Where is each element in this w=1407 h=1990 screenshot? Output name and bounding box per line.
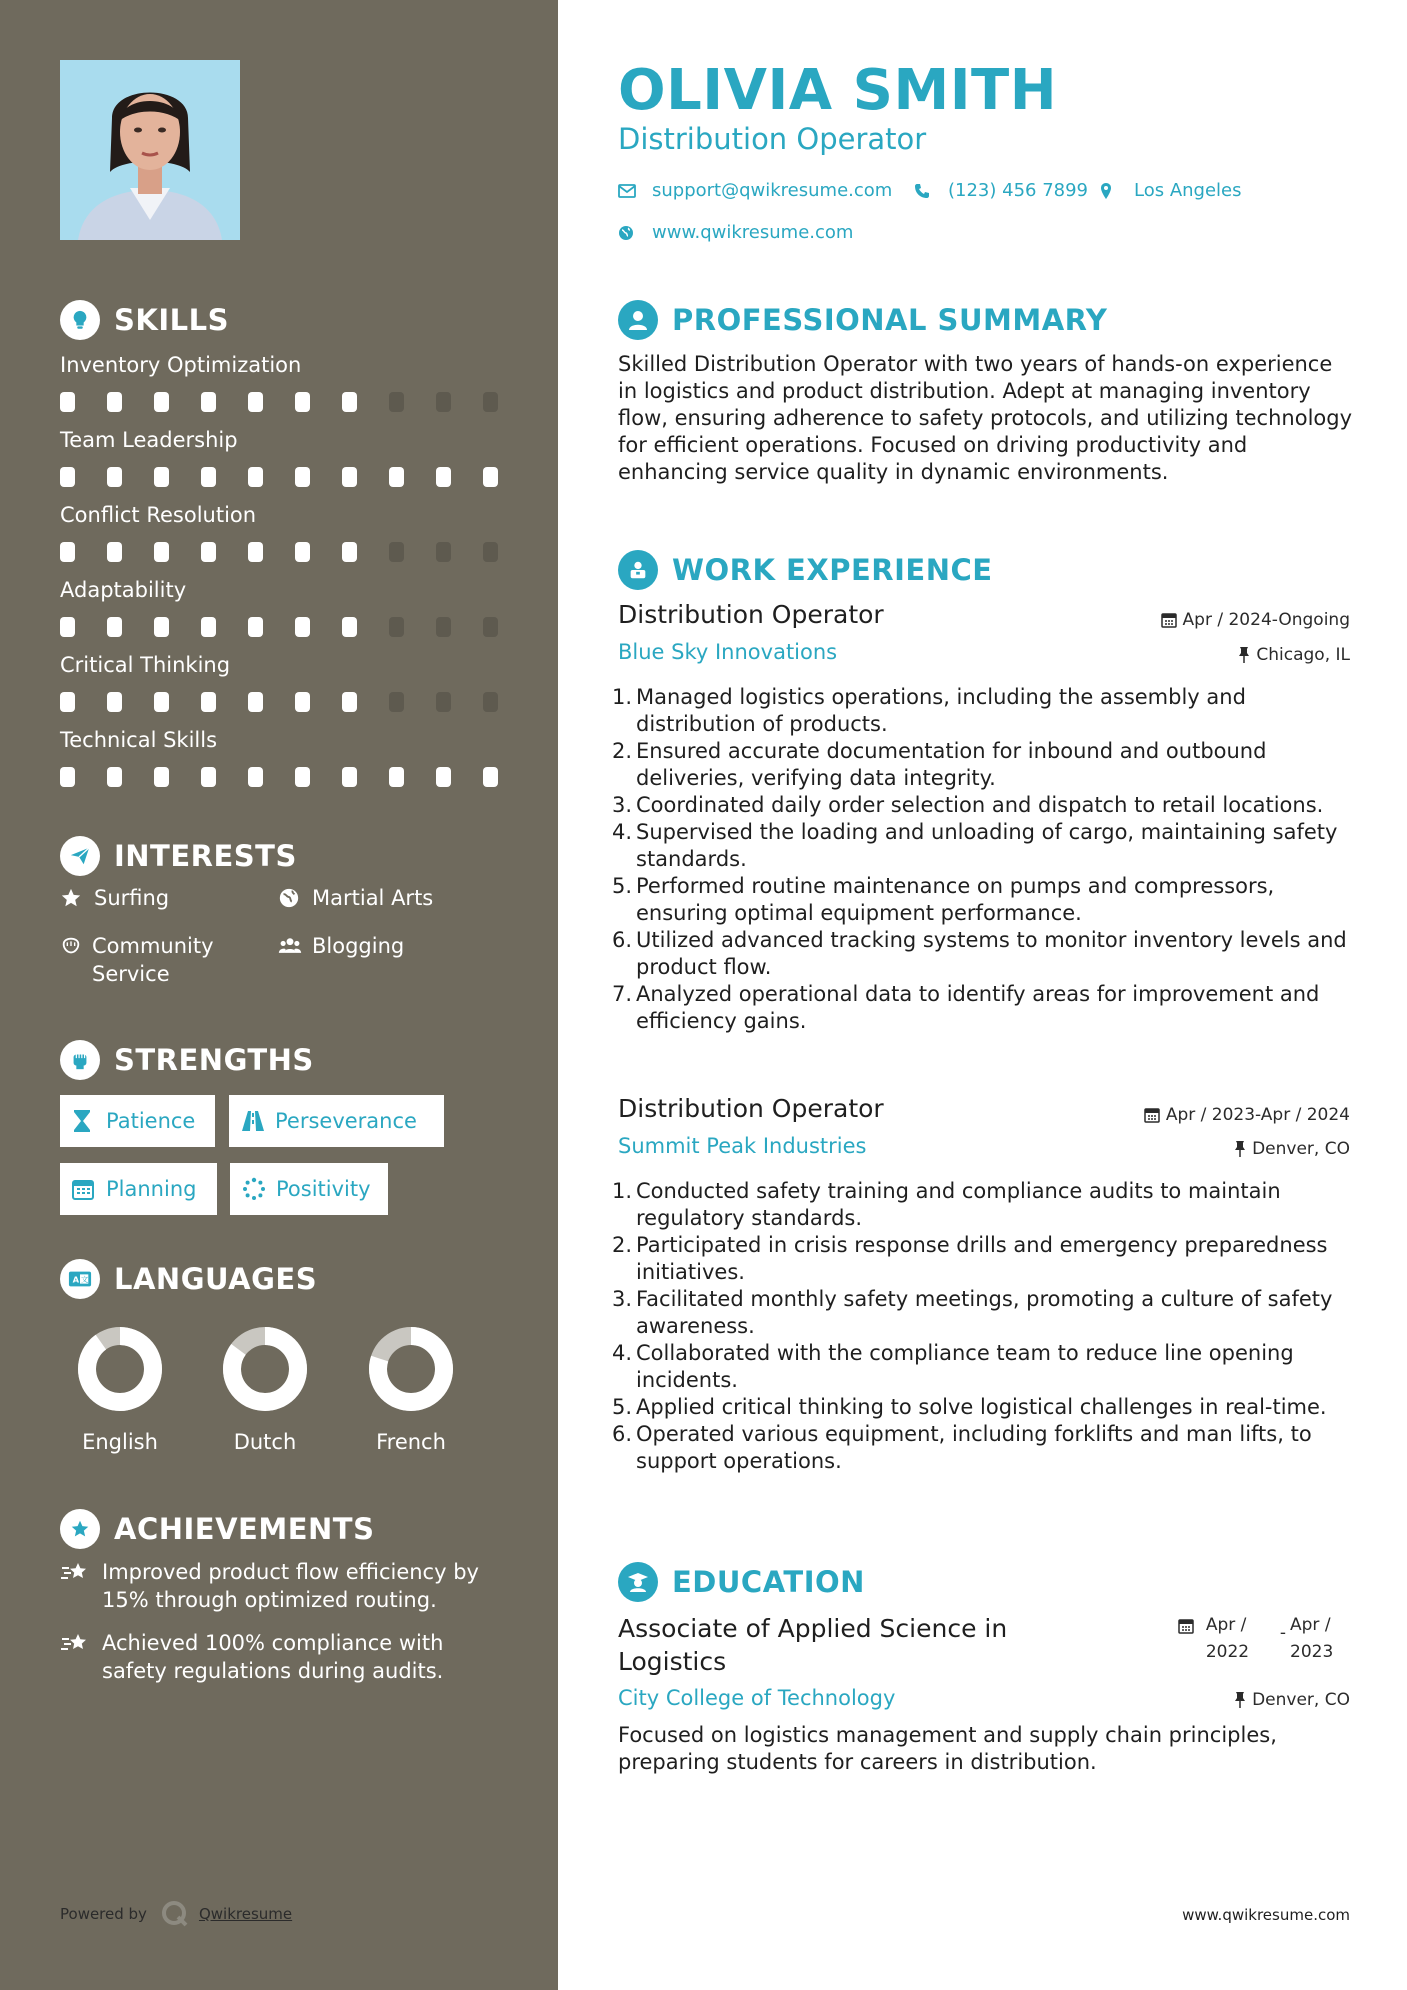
graduate-icon [618,1562,658,1602]
pushpin-icon [1234,1140,1246,1158]
hand-icon [60,932,82,960]
skill-rating [60,392,498,412]
pushpin-icon [1238,646,1250,664]
skill-dot-filled [60,392,75,412]
skill-item [60,425,500,487]
skill-dot-empty [436,692,451,712]
spinner-icon [242,1175,268,1203]
candidate-name: OLIVIA SMITH [618,58,1058,123]
job-bullet: 4. Collaborated with the compliance team to reduce line opening incidents. [612,1341,1294,1392]
profile-photo [60,60,240,240]
skill-dot-filled [154,392,169,412]
skill-dot-filled [107,467,122,487]
skill-item [60,350,500,412]
skill-dot-filled [342,617,357,637]
skill-dot-empty [389,392,404,412]
job-bullets [612,684,1372,1035]
skill-name: Inventory Optimization [60,353,302,377]
skill-item [60,650,500,712]
job-bullet: 5. Performed routine maintenance on pumps and compressors, ensuring optimal equipment performance. [612,874,1275,925]
skill-dot-filled [154,542,169,562]
sidebar [0,0,558,1990]
phone-icon [914,181,934,201]
skill-dot-filled [201,767,216,787]
skill-dot-filled [107,767,122,787]
skill-dot-filled [248,392,263,412]
skill-dot-filled [295,542,310,562]
skill-dot-filled [201,542,216,562]
skill-rating [60,467,498,487]
skill-dot-filled [60,617,75,637]
skill-dot-filled [295,392,310,412]
skill-dot-filled [248,767,263,787]
job-bullet: 1. Managed logistics operations, including the assembly and distribution of products. [612,685,1246,736]
skill-dot-empty [436,392,451,412]
interest-item: Community Service [60,932,260,988]
skill-dot-filled [154,617,169,637]
skill-dot-filled [483,467,498,487]
globe-icon [618,223,638,243]
skill-dot-empty [483,692,498,712]
qwikresume-logo-icon [161,1900,189,1928]
strength-chip: Planning [60,1163,217,1215]
skill-dot-empty [483,617,498,637]
shooting-star-icon [60,1558,90,1614]
lightbulb-icon [60,300,100,340]
education-location: Denver, CO [1234,1690,1350,1710]
education-school: City College of Technology [618,1686,896,1710]
strength-chip: Patience [60,1095,215,1147]
skill-dot-filled [342,692,357,712]
skill-item [60,500,500,562]
skill-dot-filled [107,692,122,712]
skill-dot-empty [389,617,404,637]
skill-item [60,575,500,637]
svg-text:A: A [72,1274,80,1285]
skill-dot-filled [295,692,310,712]
skill-name: Technical Skills [60,728,218,752]
job-bullets [612,1178,1372,1475]
skill-dot-filled [60,767,75,787]
achievement-item: Achieved 100% compliance with safety regulations during audits. [60,1629,500,1685]
skill-dot-empty [436,617,451,637]
calendar-icon [1161,612,1177,628]
contact-phone[interactable]: (123) 456 7899 [914,180,1088,201]
summary-text: Skilled Distribution Operator with two years of hands-on experience in logistics and product distribution. Adept at managing inventory flow, ensuring adherence to safety protocols, and utilizing technology for efficient operations. Focused on driving productivity and enhancing service quality in dynamic environments. [618,352,1353,484]
job-title: Distribution Operator [618,1094,884,1123]
skill-item [60,725,500,787]
skill-dot-filled [107,392,122,412]
skill-dot-empty [436,542,451,562]
job-bullet: 3. Coordinated daily order selection and dispatch to retail locations. [612,793,1324,817]
skill-dot-filled [342,392,357,412]
briefcase-user-icon [618,550,658,590]
skill-dot-filled [107,542,122,562]
education-degree: Associate of Applied Science in Logistics [618,1614,1008,1676]
skill-dot-filled [342,767,357,787]
skill-rating [60,767,498,787]
skill-dot-filled [295,617,310,637]
skill-dot-filled [201,617,216,637]
skill-dot-filled [248,692,263,712]
skill-rating [60,692,498,712]
skill-dot-filled [201,392,216,412]
skill-rating [60,617,498,637]
skill-dot-filled [154,467,169,487]
calendar-icon [72,1175,98,1203]
ring-fill [87,1336,153,1402]
skill-dot-filled [342,467,357,487]
skill-dot-filled [248,542,263,562]
job-bullet: 3. Facilitated monthly safety meetings, promoting a culture of safety awareness. [612,1287,1333,1338]
job-bullet: 2. Participated in crisis response drills and emergency preparedness initiatives. [612,1233,1328,1284]
job-title: Distribution Operator [618,600,884,629]
skill-dot-filled [389,767,404,787]
skill-dot-filled [201,467,216,487]
skill-dot-filled [154,767,169,787]
languages-heading: A 文 LANGUAGES [60,1257,317,1301]
paper-plane-icon [60,836,100,876]
job-bullet: 2. Ensured accurate documentation for inbound and outbound deliveries, verifying data integrity. [612,739,1267,790]
pushpin-icon [1234,1691,1246,1709]
skill-dot-filled [60,467,75,487]
skill-name: Conflict Resolution [60,503,257,527]
skill-dot-filled [295,467,310,487]
skill-dot-filled [107,617,122,637]
candidate-role: Distribution Operator [618,122,927,156]
skill-name: Critical Thinking [60,653,231,677]
contact-location: Los Angeles [1100,180,1242,201]
svg-text:文: 文 [80,1275,89,1285]
road-icon [241,1107,267,1135]
skill-dot-empty [483,542,498,562]
skill-name: Adaptability [60,578,187,602]
achievements-heading: ACHIEVEMENTS [60,1507,374,1551]
education-dates: Apr / 2022 - Apr / 2023 [1178,1612,1350,1666]
interest-item: Blogging [278,932,404,960]
users-icon [278,932,302,960]
skill-dot-filled [436,467,451,487]
interest-item: Surfing [60,884,169,912]
job-bullet: 7. Analyzed operational data to identify areas for improvement and efficiency gains. [612,982,1320,1033]
job-bullet: 6. Utilized advanced tracking systems to monitor inventory levels and product flow. [612,928,1347,979]
skill-dot-filled [389,467,404,487]
skill-dot-empty [389,692,404,712]
language-item: Dutch [190,1326,340,1454]
main-content [558,0,1407,1990]
globe-icon [278,884,302,912]
job-bullet: 4. Supervised the loading and unloading of cargo, maintaining safety standards. [612,820,1338,871]
brand-link[interactable]: Qwikresume [198,1905,293,1923]
skill-dot-filled [483,767,498,787]
language-ring [368,1326,454,1412]
skill-dot-filled [60,542,75,562]
strength-chip: Perseverance [229,1095,444,1147]
skill-dot-filled [60,692,75,712]
language-item: English [45,1326,195,1454]
skill-name: Team Leadership [60,428,238,452]
skill-dot-empty [389,542,404,562]
job-bullet: 5. Applied critical thinking to solve logistical challenges in real-time. [612,1395,1327,1419]
skill-dot-filled [248,617,263,637]
job-bullet: 1. Conducted safety training and compliance audits to maintain regulatory standards. [612,1179,1281,1230]
contact-email[interactable]: support@qwikresume.com [618,180,892,201]
interests-heading: INTERESTS [60,834,297,878]
hourglass-icon [72,1107,98,1135]
job-dates: Apr / 2024-Ongoing [1161,610,1350,630]
envelope-icon [618,181,638,201]
skills-heading: SKILLS [60,298,229,342]
interest-item: Martial Arts [278,884,433,912]
skill-dot-filled [295,767,310,787]
skill-dot-filled [154,692,169,712]
job-company: Summit Peak Industries [618,1134,867,1158]
skill-dot-filled [436,767,451,787]
achievement-item: Improved product flow efficiency by 15% through optimized routing. [60,1558,500,1614]
language-item: French [336,1326,486,1454]
contact-website[interactable]: www.qwikresume.com [618,222,853,243]
strength-chip: Positivity [230,1163,388,1215]
powered-by: Powered by Qwikresume [60,1900,292,1928]
job-company: Blue Sky Innovations [618,640,838,664]
shooting-star-icon [60,1629,90,1685]
summary-heading: PROFESSIONAL SUMMARY [618,298,1107,342]
education-description: Focused on logistics management and supply chain principles, preparing students for careers in distribution. [618,1723,1277,1774]
language-ring [77,1326,163,1412]
calendar-icon [1178,1612,1194,1634]
skill-dot-filled [342,542,357,562]
skill-dot-filled [248,467,263,487]
user-icon [618,300,658,340]
date-separator: - [1279,1623,1286,1643]
language-ring [222,1326,308,1412]
job-bullet: 6. Operated various equipment, including forklifts and man lifts, to support operations. [612,1422,1312,1473]
education-heading: EDUCATION [618,1560,865,1604]
skill-rating [60,542,498,562]
footer-website[interactable]: www.qwikresume.com [1182,1906,1350,1924]
skill-dot-empty [483,392,498,412]
experience-heading: WORK EXPERIENCE [618,548,993,592]
map-marker-icon [1100,181,1120,201]
fist-icon [60,1040,100,1080]
job-location: Denver, CO [1234,1139,1350,1159]
skill-dot-filled [201,692,216,712]
star-icon [60,884,84,912]
job-dates: Apr / 2023-Apr / 2024 [1144,1105,1350,1125]
medal-icon [60,1509,100,1549]
job-location: Chicago, IL [1238,645,1350,665]
language-icon [60,1259,100,1299]
strengths-heading: STRENGTHS [60,1038,314,1082]
calendar-icon [1144,1107,1160,1123]
